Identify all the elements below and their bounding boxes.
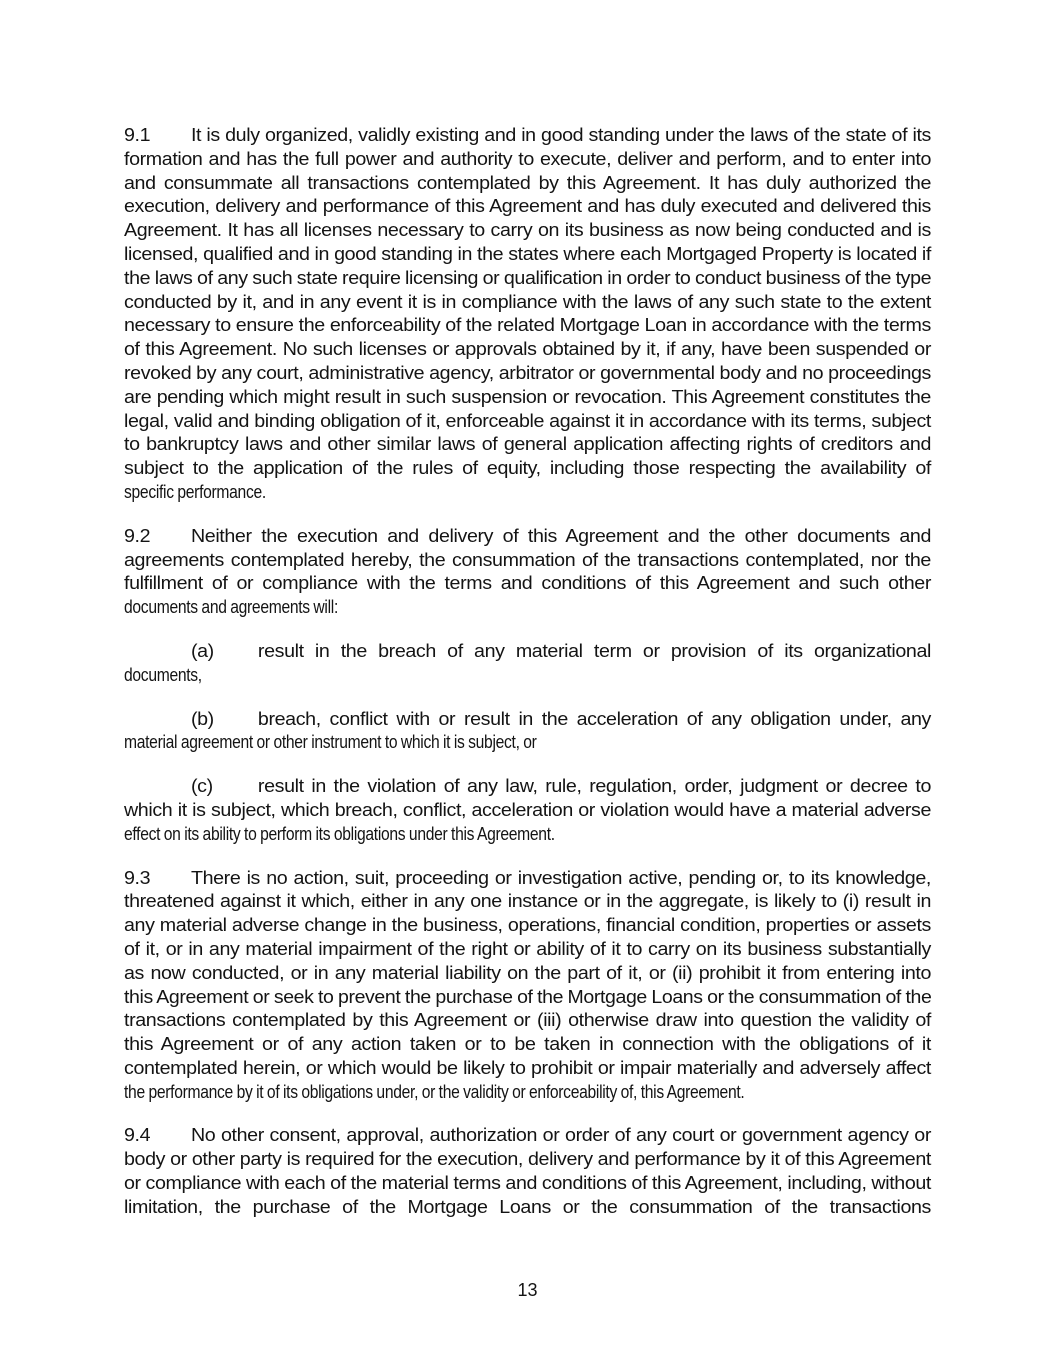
line-text: conducted by it, and in any event it is in compliance with the laws of any such state to the extent [124,291,931,312]
text-line [124,1148,931,1172]
line-text: the laws of any such state require licensing or qualification in order to conduct business of the type [124,267,932,288]
line-text: revoked by any court, administrative agency, arbitrator or governmental body and no proceedings [124,362,931,383]
line-text: subject to the application of the rules of equity, including those respecting the availability of [124,458,931,479]
text-line [124,410,931,434]
text-line [124,1009,931,1033]
line-text: breach, conflict with or result in the acceleration of any obligation under, any [257,708,931,729]
text-line [124,938,931,962]
text-line [124,914,931,938]
text-line [124,219,931,243]
text-line [124,525,931,549]
text-line [124,775,931,799]
line-text: execution, delivery and performance of this Agreement and has duly executed and delivered this [124,196,931,217]
line-text: limitation, the purchase of the Mortgage Loans or the consummation of the transactions [124,1196,931,1217]
line-text: this Agreement or of any action taken or to be taken in connection with the obligations of it [124,1034,931,1055]
section-9-2a [124,640,931,688]
section-number: 9.4 [124,1125,151,1146]
text-line [124,640,931,664]
section-number: 9.3 [124,867,151,888]
line-text: which it is subject, which breach, conflict, acceleration or violation would have a material adverse [124,799,931,820]
line-text: necessary to ensure the enforceability of the related Mortgage Loan in accordance with the terms [124,315,931,336]
line-text: specific performance. [124,481,266,502]
text-line [124,386,931,410]
section-9-2b [124,708,931,756]
document-page [124,124,931,1240]
section-number: 9.1 [124,125,151,145]
page-number: 13 [517,1280,538,1300]
text-line [124,823,931,847]
text-line [124,1172,931,1196]
text-line [124,1124,931,1148]
text-line [124,890,931,914]
text-line [124,481,931,505]
line-text: to bankruptcy laws and other similar laws of general application affecting rights of creditors and [124,434,931,455]
section-9-1 [124,124,931,505]
text-line [124,1196,931,1220]
subclause-number: (c) [190,776,213,797]
line-text: licensed, qualified and in good standing in the states where each Mortgaged Property is located if [124,243,931,264]
line-text: transactions contemplated by this Agreement or (iii) otherwise draw into question the validity of [124,1010,931,1031]
section-9-4 [124,1124,931,1219]
subclause-number: (a) [190,640,214,661]
section-9-3 [124,867,931,1105]
text-line [124,314,931,338]
text-line [124,572,931,596]
line-text: There is no action, suit, proceeding or investigation active, pending or, to its knowledge, [190,867,931,888]
text-line [124,457,931,481]
text-line [124,1033,931,1057]
text-line [124,867,931,891]
text-line [124,172,931,196]
line-text: formation and has the full power and authority to execute, deliver and perform, and to enter into [124,148,931,169]
line-text: or compliance with each of the material terms and conditions of this Agreement, including, without [124,1173,931,1194]
text-line [124,799,931,823]
line-text: effect on its ability to perform its obligations under this Agreement. [124,823,555,844]
text-line [124,1057,931,1081]
line-text: fulfillment of or compliance with the terms and conditions of this Agreement and such other [124,573,931,594]
text-line [124,1081,931,1105]
line-text: contemplated herein, or which would be likely to prohibit or impair materially and adversely affect [124,1057,931,1078]
line-text: threatened against it which, either in any one instance or in the aggregate, is likely to (i) result in [124,891,931,912]
text-line [124,596,931,620]
text-line [124,124,931,148]
line-text: Neither the execution and delivery of this Agreement and the other documents and [190,525,931,546]
text-line [124,362,931,386]
text-line [124,338,931,362]
text-line [124,267,931,291]
line-text: It is duly organized, validly existing and in good standing under the laws of the state of its [190,125,931,145]
text-line [124,243,931,267]
subclause-number: (b) [190,708,214,729]
text-line [124,708,931,732]
text-line [124,962,931,986]
line-text: of it, or in any material impairment of the right or ability of it to carry on its business substantially [124,938,931,959]
line-text: material agreement or other instrument to which it is subject, or [124,732,537,753]
line-text: are pending which might result in such suspension or revocation. This Agreement constitutes the [124,386,931,407]
text-line [124,433,931,457]
line-text: No other consent, approval, authorization or order of any court or government agency or [190,1125,931,1146]
text-line [124,549,931,573]
section-9-2 [124,525,931,620]
line-text: and consummate all transactions contemplated by this Agreement. It has duly authorized the [124,172,931,193]
section-number: 9.2 [124,525,151,546]
line-text: documents, [124,664,202,685]
line-text: the performance by it of its obligations under, or the validity or enforceability of, this Agreement. [124,1081,745,1102]
line-text: body or other party is required for the execution, delivery and performance by it of this Agreement [124,1149,931,1170]
line-text: this Agreement or seek to prevent the purchase of the Mortgage Loans or the consummation of the [124,986,932,1007]
section-9-2c [124,775,931,846]
line-text: Agreement. It has all licenses necessary to carry on its business as now being conducted and is [124,220,931,241]
text-line [124,148,931,172]
line-text: as now conducted, or in any material liability on the part of it, or (ii) prohibit it from entering into [124,962,931,983]
text-line [124,986,931,1010]
line-text: documents and agreements will: [124,597,338,618]
text-line [124,291,931,315]
line-text: result in the violation of any law, rule, regulation, order, judgment or decree to [257,776,931,797]
line-text: of this Agreement. No such licenses or approvals obtained by it, if any, have been suspended or [124,339,931,360]
line-text: any material adverse change in the business, operations, financial condition, properties or assets [124,915,931,936]
line-text: legal, valid and binding obligation of it, enforceable against it in accordance with its terms, subject [124,410,931,431]
text-line [124,195,931,219]
text-line [124,731,931,755]
line-text: agreements contemplated hereby, the consummation of the transactions contemplated, nor the [124,549,931,570]
line-text: result in the breach of any material term or provision of its organizational [257,640,931,661]
text-line [124,664,931,688]
